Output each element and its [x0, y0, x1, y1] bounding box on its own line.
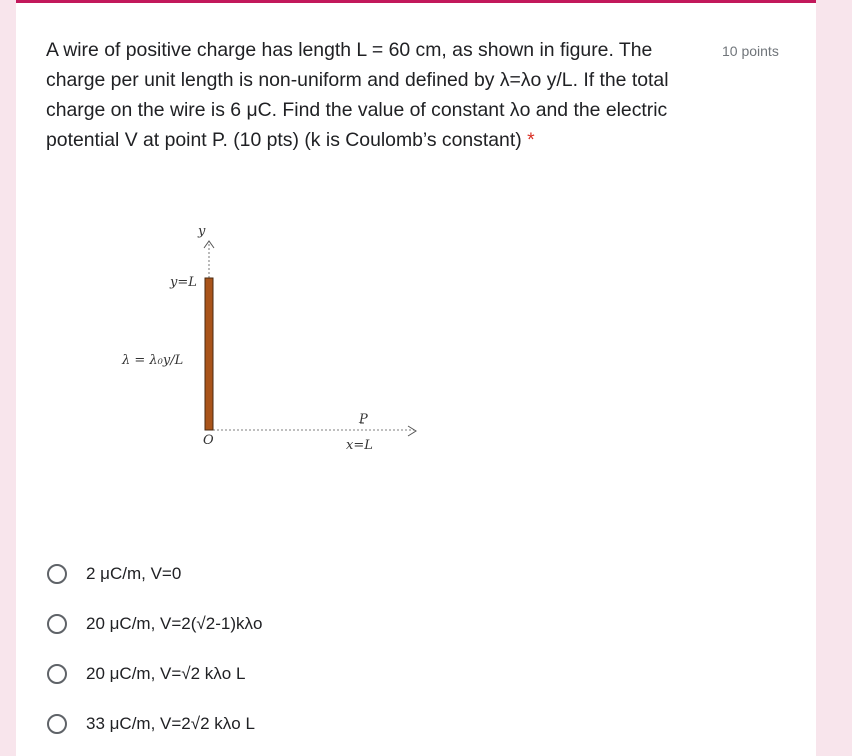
radio-button-icon[interactable]	[47, 564, 67, 584]
option-label: 20 μC/m, V=2(√2-1)kλo	[86, 614, 263, 633]
question-card	[16, 0, 816, 756]
option-label: 20 μC/m, V=√2 kλo L	[86, 664, 246, 683]
density-label: λ = λ₀y/L	[122, 353, 184, 368]
y-axis-label: y	[198, 224, 206, 239]
origin-label: O	[203, 433, 214, 448]
option-3[interactable]	[47, 659, 447, 689]
wire-diagram	[102, 218, 442, 458]
radio-button-icon[interactable]	[47, 614, 67, 634]
point-p-label: P	[359, 412, 368, 427]
required-marker: *	[527, 129, 535, 151]
question-text	[46, 35, 716, 155]
option-2[interactable]	[47, 609, 447, 639]
option-label: 33 μC/m, V=2√2 kλo L	[86, 714, 255, 733]
option-1[interactable]	[47, 559, 447, 589]
option-label: 2 μC/m, V=0	[86, 564, 182, 583]
x-label: x=L	[346, 438, 373, 453]
radio-button-icon[interactable]	[47, 664, 67, 684]
charged-wire	[205, 278, 213, 430]
figure	[102, 218, 442, 463]
radio-button-icon[interactable]	[47, 714, 67, 734]
top-label: y=L	[170, 275, 197, 290]
option-4[interactable]	[47, 709, 447, 739]
question-body: A wire of positive charge has length L = 60 cm, as shown in figure. The charge per unit length is non-uniform and defined by λ=λo y/L. If the total charge on the wire is 6 μC. Find the value of constant λo and the electric potential V at point P. (10 pts) (k is Coulomb’s constant)	[46, 39, 669, 151]
x-axis-arrow-icon	[408, 426, 416, 436]
points-label: 10 points	[722, 43, 779, 59]
